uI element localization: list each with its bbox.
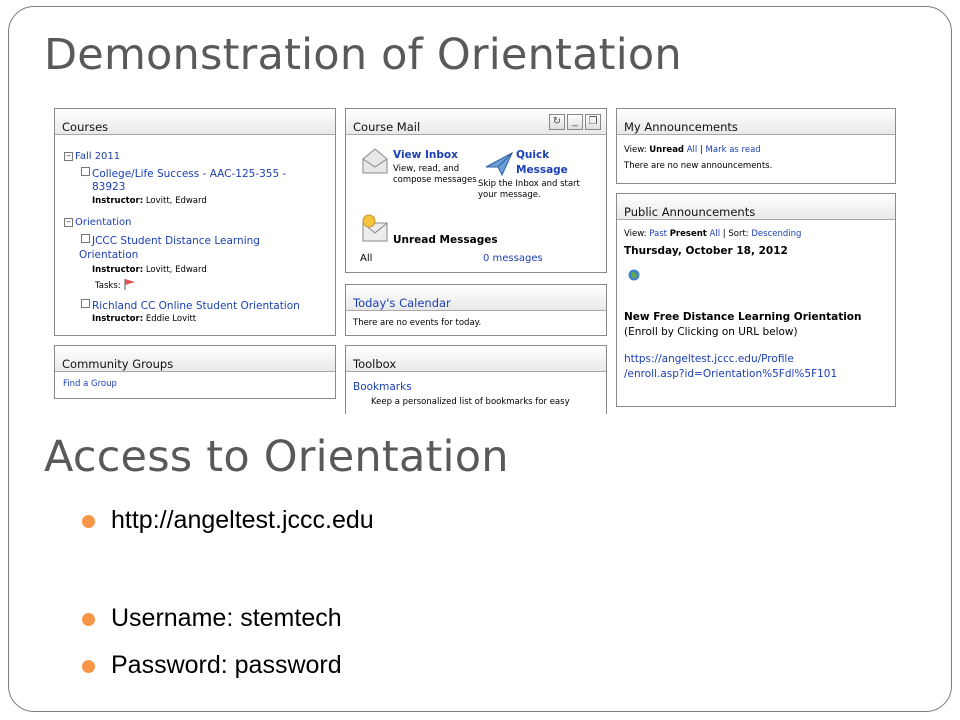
bullet-text: http://angeltest.jccc.edu: [111, 506, 374, 534]
inbox-envelope-icon[interactable]: [361, 147, 389, 175]
course-icon: [81, 299, 90, 308]
toolbox-header: Toolbox: [346, 346, 606, 372]
quick-message-description: Skip the Inbox and start: [478, 179, 580, 189]
community-groups-header: Community Groups: [55, 346, 335, 372]
globe-icon: [628, 269, 640, 281]
restore-icon[interactable]: ❐: [585, 114, 601, 130]
courses-panel: [54, 108, 336, 336]
collapse-icon[interactable]: −: [65, 152, 72, 160]
course-link-college-life[interactable]: College/Life Success - AAC-125-355 -: [81, 167, 286, 180]
flag-icon[interactable]: [123, 278, 137, 290]
courses-panel-header: Courses: [55, 109, 335, 135]
public-view-filter: View: Past Present All | Sort: Descending: [624, 229, 802, 239]
sort-descending[interactable]: Descending: [751, 229, 802, 239]
announcement-subline: (Enroll by Clicking on URL below): [624, 326, 798, 338]
public-announcements-header: Public Announcements: [617, 194, 895, 220]
all-label: All: [360, 253, 373, 264]
term-fall-2011[interactable]: − Fall 2011: [65, 151, 121, 162]
bookmarks-description: Keep a personalized list of bookmarks for easy: [371, 397, 570, 407]
course-link-jccc-orientation[interactable]: JCCC Student Distance Learning: [81, 234, 260, 247]
quick-message-icon[interactable]: [484, 151, 514, 177]
calendar-empty-text: There are no events for today.: [353, 318, 482, 328]
course-link-richland[interactable]: Richland CC Online Student Orientation: [81, 299, 300, 312]
announcement-view-filter: View: Unread All | Mark as read: [624, 145, 761, 155]
todays-calendar-header[interactable]: Today's Calendar: [346, 285, 606, 311]
slide-title: Access to Orientation: [44, 432, 509, 482]
message-count-link[interactable]: 0 messages: [483, 253, 543, 264]
public-announcements-panel: [616, 193, 896, 407]
filter-all[interactable]: All: [686, 145, 698, 155]
enroll-url-link[interactable]: https://angeltest.jccc.edu/Profile: [624, 353, 794, 365]
message-link[interactable]: Message: [516, 164, 568, 176]
bullet-icon: [82, 660, 95, 673]
filter-unread[interactable]: Unread: [649, 145, 685, 155]
lms-screenshot: [54, 104, 899, 414]
view-inbox-description: compose messages: [393, 175, 477, 185]
mark-as-read-link[interactable]: Mark as read: [705, 145, 761, 155]
term-orientation[interactable]: − Orientation: [65, 217, 132, 228]
my-announcements-header: My Announcements: [617, 109, 895, 135]
bullet-text: Username: stemtech: [111, 604, 342, 632]
bullet-icon: [82, 613, 95, 626]
course-icon: [81, 167, 90, 176]
quick-message-description: your message.: [478, 190, 541, 200]
enroll-url-link-cont[interactable]: /enroll.asp?id=Orientation%5Fdl%5F101: [624, 368, 838, 380]
filter-present[interactable]: Present: [669, 229, 707, 239]
unread-mail-icon: [360, 213, 390, 243]
course-link-college-life-cont[interactable]: 83923: [92, 181, 126, 193]
announcement-date: Thursday, October 18, 2012: [624, 245, 788, 257]
refresh-icon[interactable]: ↻: [549, 114, 565, 130]
bookmarks-link[interactable]: Bookmarks: [353, 381, 412, 393]
course-icon: [81, 234, 90, 243]
course-mail-panel: [345, 108, 607, 273]
quick-link[interactable]: Quick: [516, 149, 550, 161]
find-a-group-link[interactable]: Find a Group: [63, 379, 117, 389]
slide-title: Demonstration of Orientation: [44, 30, 682, 80]
toolbox-panel: [345, 345, 607, 414]
todays-calendar-panel: [345, 284, 607, 336]
announcement-headline: New Free Distance Learning Orientation: [624, 311, 862, 323]
tasks-line: Tasks:: [95, 278, 137, 291]
my-announcements-panel: [616, 108, 896, 184]
unread-messages-label: Unread Messages: [393, 234, 498, 246]
instructor-line: Instructor: Lovitt, Edward: [92, 265, 207, 275]
bullet-icon: [82, 515, 95, 528]
community-groups-panel: [54, 345, 336, 399]
course-link-jccc-orientation-cont[interactable]: Orientation: [79, 249, 139, 261]
instructor-line: Instructor: Lovitt, Edward: [92, 196, 207, 206]
filter-all[interactable]: All: [709, 229, 721, 239]
instructor-line: Instructor: Eddie Lovitt: [92, 314, 197, 324]
view-inbox-link[interactable]: View Inbox: [393, 149, 458, 161]
collapse-icon[interactable]: −: [65, 218, 72, 226]
view-inbox-description: View, read, and: [393, 164, 460, 174]
minimize-icon[interactable]: _: [567, 114, 583, 130]
announcements-empty-text: There are no new announcements.: [624, 161, 773, 171]
filter-past[interactable]: Past: [649, 229, 667, 239]
bullet-text: Password: password: [111, 651, 342, 679]
course-mail-header: Course Mail: [346, 109, 606, 135]
